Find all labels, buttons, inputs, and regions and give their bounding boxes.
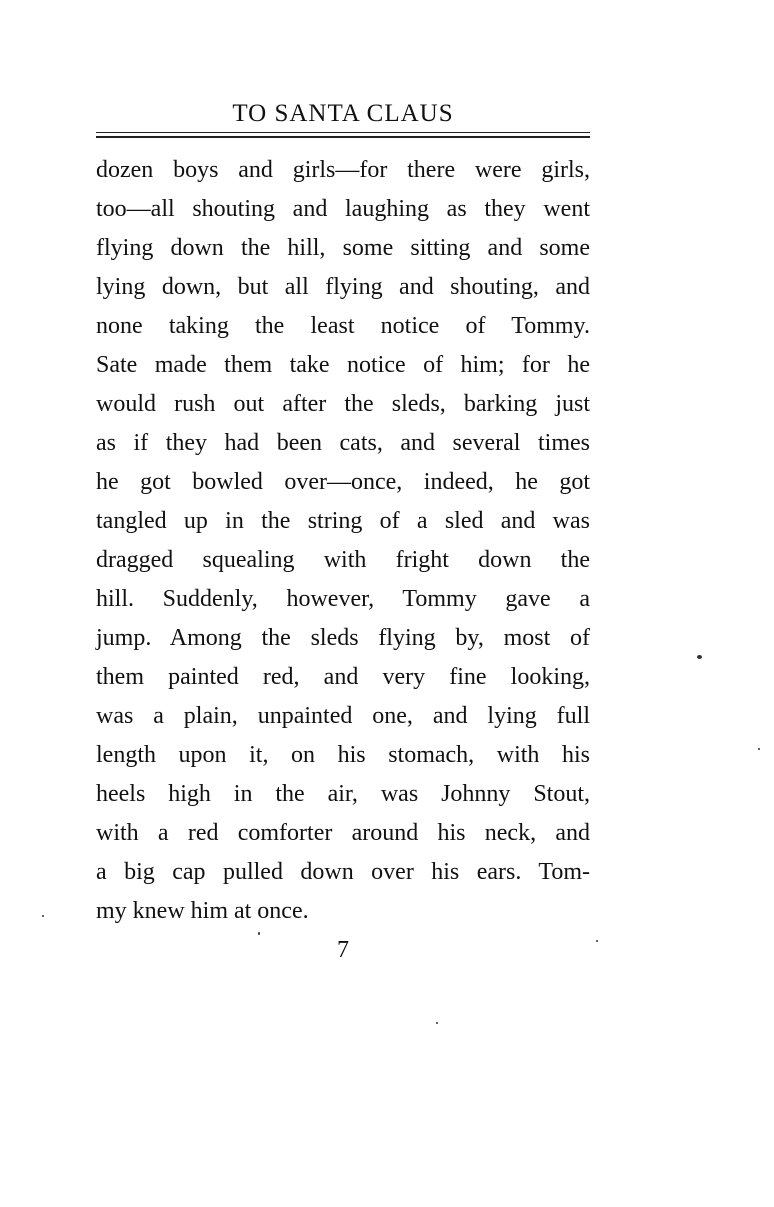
text-line: jump. Among the sleds flying by, most of (96, 625, 590, 651)
text-line: with a red comforter around his neck, and (96, 820, 590, 846)
text-line: would rush out after the sleds, barking just (96, 391, 590, 417)
text-line: as if they had been cats, and several times (96, 430, 590, 456)
text-line: tangled up in the string of a sled and was (96, 508, 590, 534)
header-rule-thick (96, 136, 590, 138)
text-line: Sate made them take notice of him; for he (96, 352, 590, 378)
running-head: TO SANTA CLAUS (232, 100, 454, 127)
scan-speck (697, 655, 702, 659)
text-line-last: my knew him at once. (96, 898, 309, 924)
scan-speck (758, 748, 760, 750)
text-line: was a plain, unpainted one, and lying full (96, 703, 590, 729)
text-line: a big cap pulled down over his ears. Tom- (96, 859, 590, 885)
scan-speck (42, 915, 44, 917)
text-line: hill. Suddenly, however, Tommy gave a (96, 586, 590, 612)
text-line: too—all shouting and laughing as they went (96, 196, 590, 222)
text-line: them painted red, and very fine looking, (96, 664, 590, 690)
text-line: heels high in the air, was Johnny Stout, (96, 781, 590, 807)
text-line: flying down the hill, some sitting and some (96, 235, 590, 261)
text-line: he got bowled over—once, indeed, he got (96, 469, 590, 495)
header-rule-thin (96, 132, 590, 133)
text-line: length upon it, on his stomach, with his (96, 742, 590, 768)
body-text (96, 151, 590, 931)
text-line: dragged squealing with fright down the (96, 547, 590, 573)
scan-speck (596, 940, 598, 942)
scan-speck (436, 1022, 438, 1024)
text-line: lying down, but all flying and shouting, and (96, 274, 590, 300)
text-line: dozen boys and girls—for there were girls, (96, 157, 590, 183)
scan-speck (258, 932, 260, 935)
text-line: none taking the least notice of Tommy. (96, 313, 590, 339)
page-number: 7 (337, 937, 349, 963)
